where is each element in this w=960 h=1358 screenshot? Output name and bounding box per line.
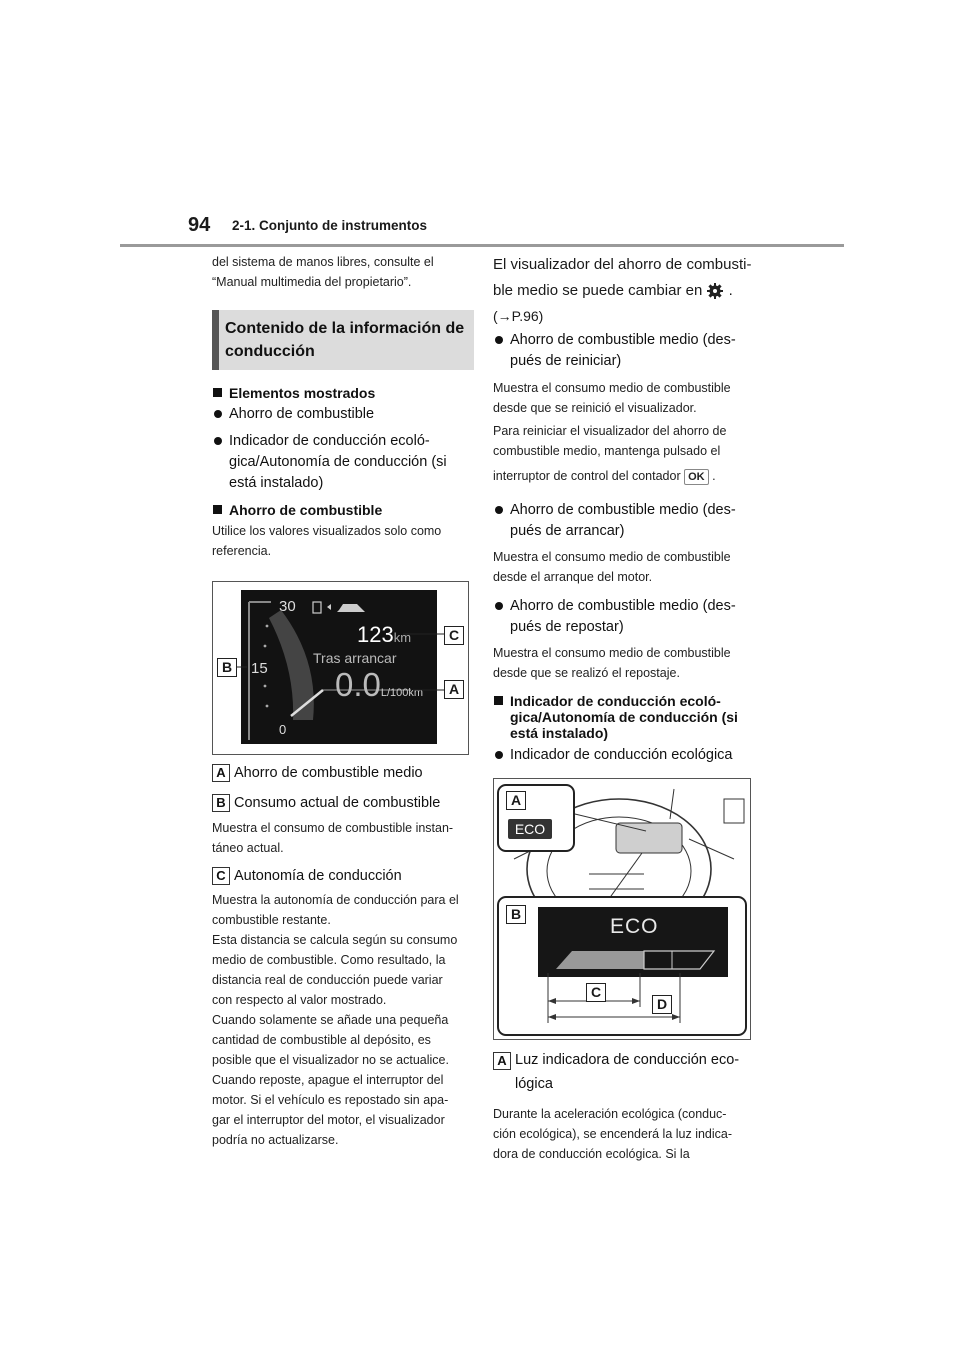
eco-light-big: ECO: [610, 915, 659, 938]
intro-line-2: “Manual multimedia del propietario”.: [212, 275, 412, 289]
item-fuel-economy: Ahorro de combustible: [212, 404, 474, 425]
avg-after-refuel: Ahorro de combustible medio (des- pués de repostar): [493, 596, 753, 638]
eco-bullet: Indicador de conducción ecológica: [493, 745, 753, 766]
section-heading-line-2: conducción: [225, 343, 315, 360]
section-heading-box: [212, 310, 474, 370]
fuel-display-figure: [212, 581, 469, 755]
figure2-tag-b: B: [506, 905, 526, 924]
figure2-tag-a: A: [506, 791, 526, 810]
legend2-a: A Luz indicadora de conducción eco- lógica: [493, 1048, 753, 1096]
mode-label: Tras arrancar: [313, 650, 397, 666]
right-intro-1: El visualizador del ahorro de combusti-: [493, 256, 752, 273]
legend-c: C Autonomía de conducción: [212, 866, 474, 886]
right-column: [493, 252, 753, 1164]
avg-after-reset-desc: Muestra el consumo medio de combustible desde que se reinició el visualizador. Para reiniciar el visualizador del ahorro de combustible medio, mantenga pulsado el interruptor de control del contador OK .: [493, 381, 731, 483]
dashboard-sketch: [494, 779, 750, 1039]
legend-c-description: Muestra la autonomía de conducción para el combustible restante. Esta distancia se calcula según su consumo medio de combustible. Como resultado, la distancia real de conducción puede variar con respecto al valor mostrado. Cuando solamente se añade una pequeña cantidad de combustible al depósito, es posible que el visualizador no se actualice. Cuando reposte, apague el interruptor del motor. Si el vehículo es repostado sin apa- gar el interruptor del motor, el visualizador podría no actualizarse.: [212, 893, 459, 1147]
legend-a: A Ahorro de combustible medio: [212, 763, 474, 783]
section-title: 2-1. Conjunto de instrumentos: [232, 218, 428, 233]
avg-after-reset: Ahorro de combustible medio (des- pués de reiniciar): [493, 330, 753, 372]
avg-after-refuel-desc-1: Muestra el consumo medio de combustible: [493, 646, 731, 660]
ok-button-icon: OK: [684, 469, 709, 485]
legend2-a-description: Durante la aceleración ecológica (conduc- ción ecológica), se encenderá la luz indica- dora de conducción ecológica. Si la: [493, 1107, 733, 1161]
eco-light-small: ECO: [508, 819, 552, 839]
fuel-value: 0.0: [335, 666, 381, 703]
section-heading-line-1: Contenido de la información de: [225, 320, 465, 337]
range-value: 123: [357, 622, 394, 647]
figure2-tag-d: D: [652, 995, 672, 1014]
scale-bottom-label: 0: [279, 722, 287, 737]
fuel-heading: Ahorro de combustible: [212, 502, 474, 518]
avg-after-start-desc-2: desde el arranque del motor.: [493, 570, 653, 584]
figure2-tag-c: C: [586, 983, 606, 1002]
left-column: [212, 252, 474, 1150]
scale-top-label: 30: [279, 598, 296, 615]
fuel-note-2: referencia.: [212, 544, 272, 558]
page-number: 94: [188, 214, 211, 236]
legend-b-desc-2: táneo actual.: [212, 841, 284, 855]
avg-after-start: Ahorro de combustible medio (des- pués de arrancar): [493, 500, 753, 542]
eco-indicator-figure: [493, 778, 751, 1040]
fuel-note-1: Utilice los valores visualizados solo como: [212, 524, 442, 538]
fuel-unit: L/100km: [380, 687, 424, 699]
page-reference: (→P.96): [493, 308, 544, 324]
eco-heading: Indicador de conducción ecoló- gica/Autonomía de conducción (si está instalado): [493, 693, 753, 741]
items-heading: Elementos mostrados: [212, 385, 474, 401]
legend-b-desc-1: Muestra el consumo de combustible instan-: [212, 821, 454, 835]
range-unit: km: [393, 630, 412, 645]
legend-b: B Consumo actual de combustible: [212, 793, 474, 813]
avg-after-refuel-desc-2: desde que se realizó el repostaje.: [493, 666, 680, 680]
figure-tag-c: C: [444, 626, 464, 645]
legend-b-letter: B: [212, 794, 230, 812]
callout-lines: [213, 582, 468, 754]
legend2-a-letter: A: [493, 1052, 511, 1070]
legend-c-letter: C: [212, 867, 230, 885]
header-divider: [120, 244, 844, 247]
avg-after-start-desc-1: Muestra el consumo medio de combustible: [493, 550, 731, 564]
right-intro-2: ble medio se puede cambiar en .: [493, 282, 733, 299]
item-eco-indicator: Indicador de conducción ecoló- gica/Autonomía de conducción (si está instalado): [212, 431, 474, 494]
legend-a-letter: A: [212, 764, 230, 782]
figure-tag-a: A: [444, 680, 464, 699]
scale-mid-label: 15: [251, 660, 268, 677]
intro-line-1: del sistema de manos libres, consulte el: [212, 255, 434, 269]
figure-tag-b: B: [217, 658, 237, 677]
gear-icon: [706, 282, 724, 300]
